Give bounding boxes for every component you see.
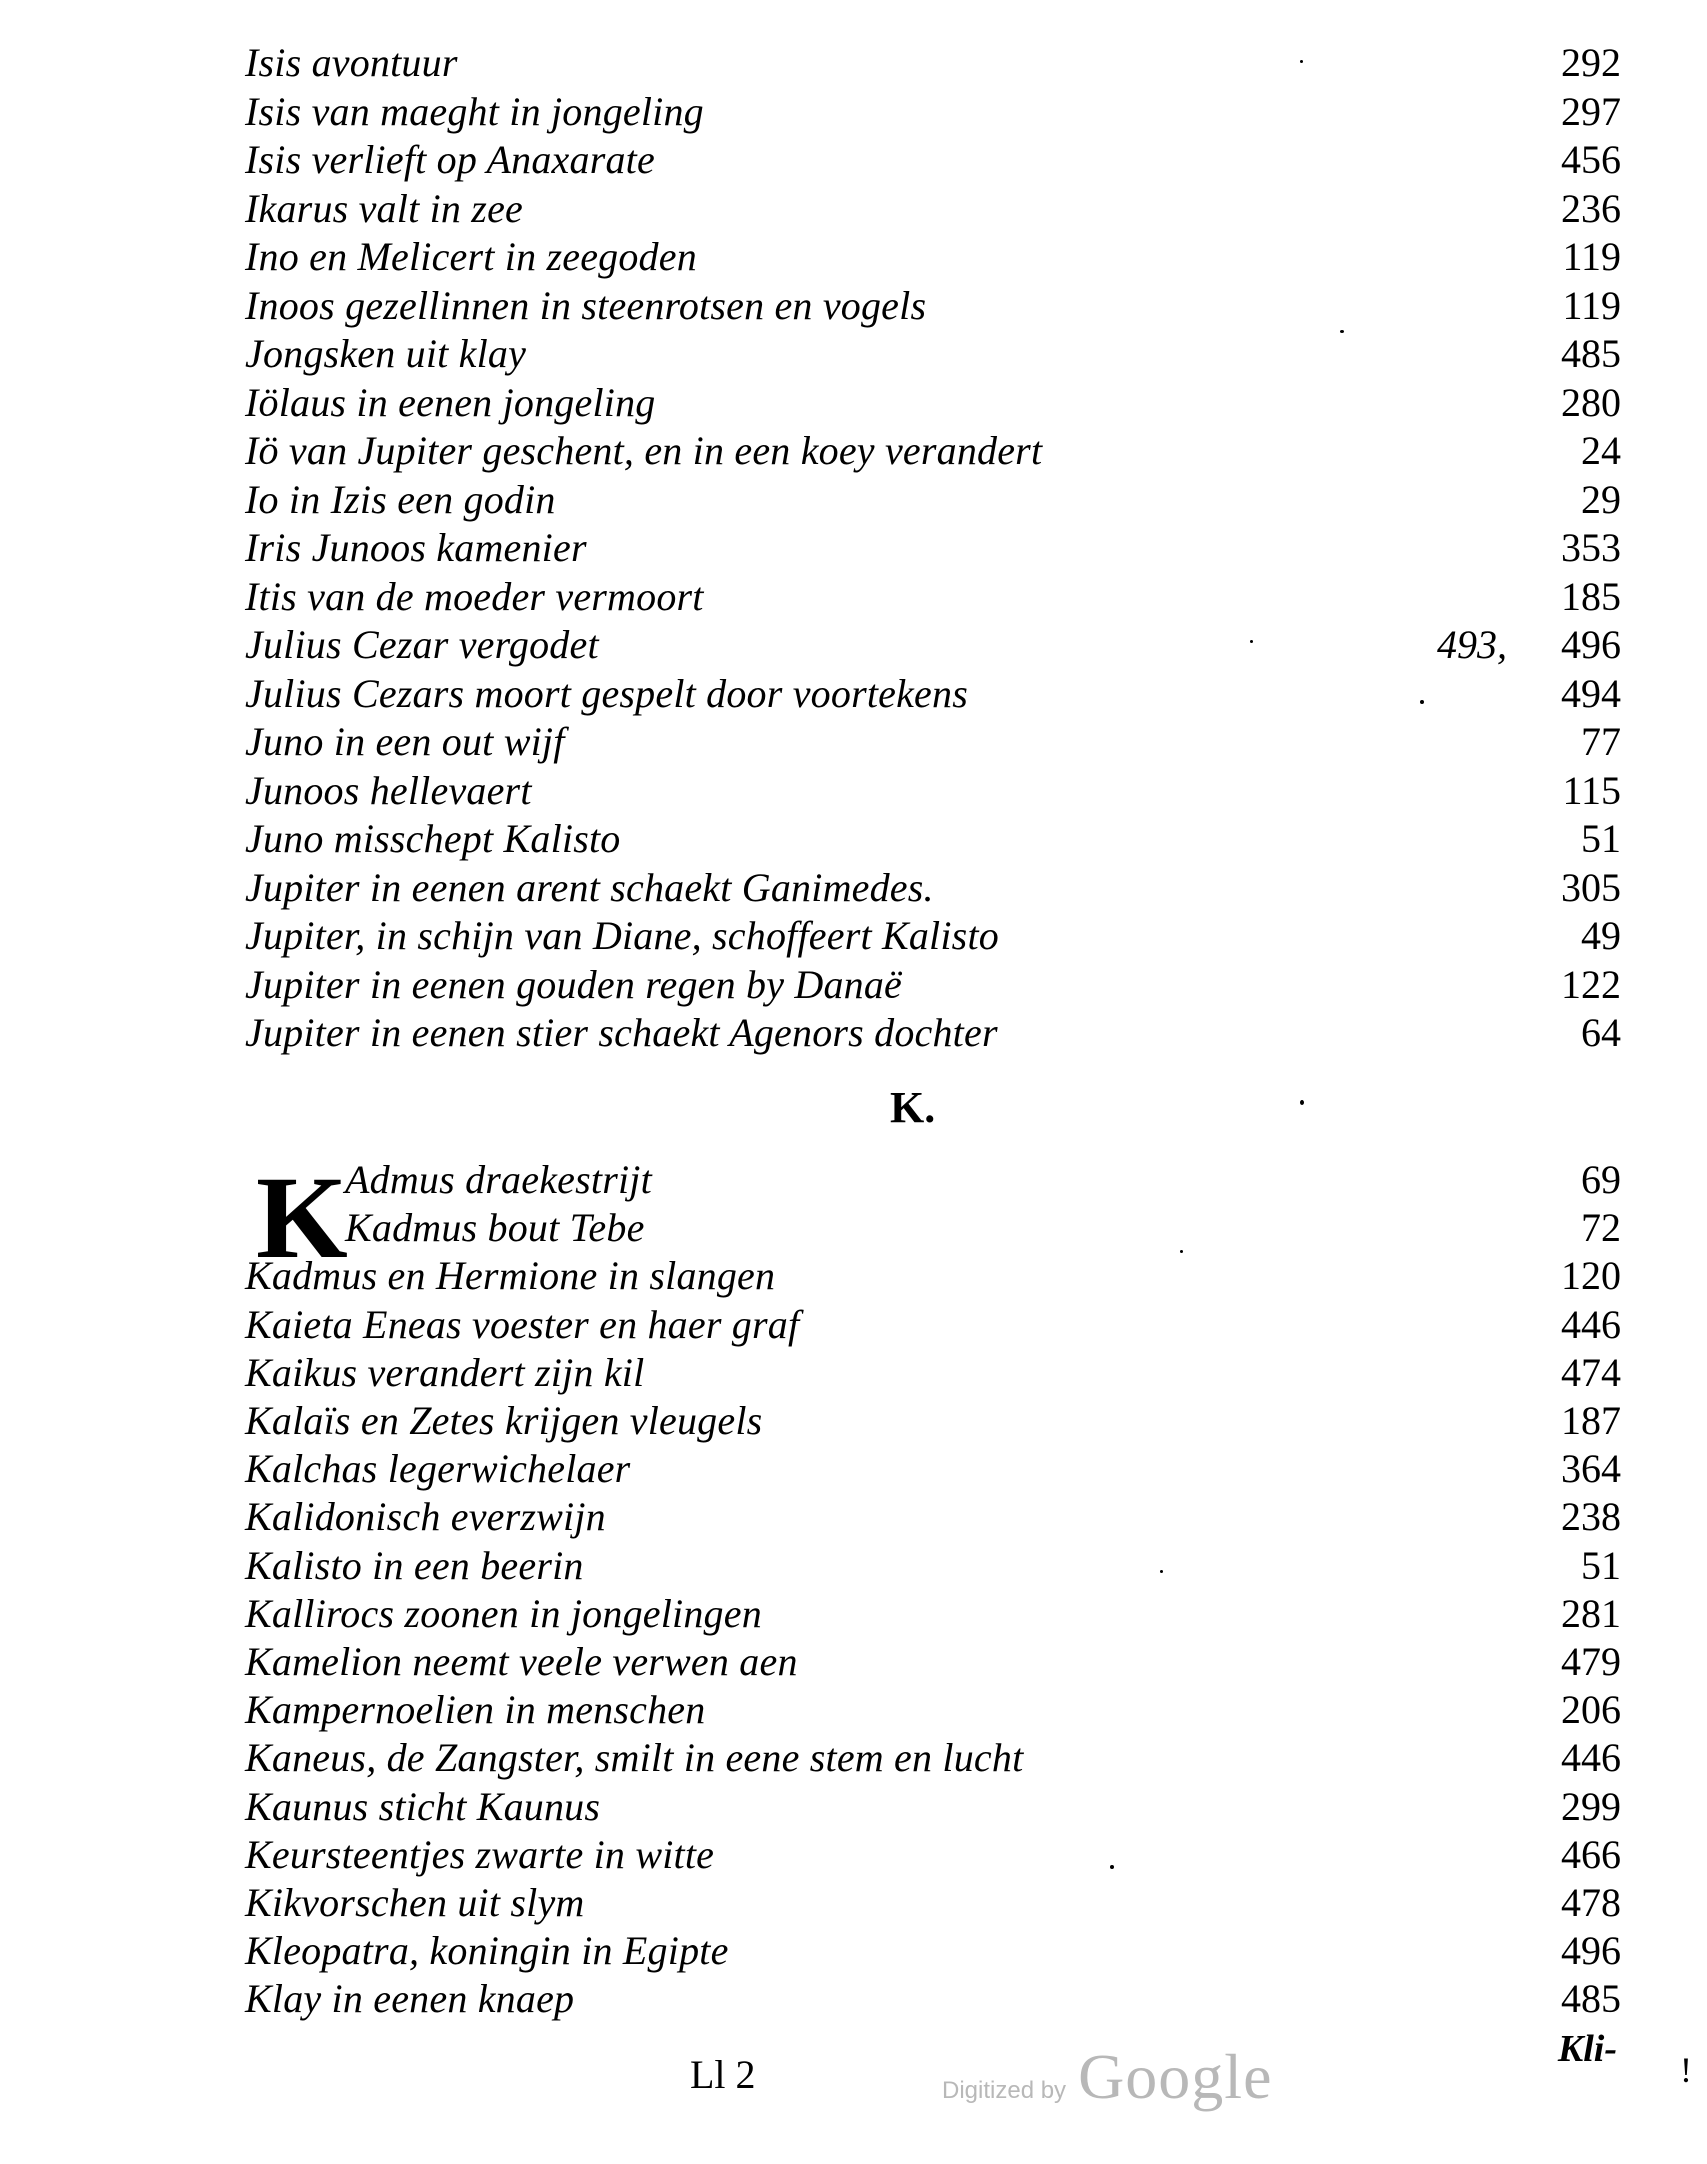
entry-label: Itis van de moeder vermoort xyxy=(245,573,704,619)
entry-page-number: 24 xyxy=(1581,428,1621,473)
index-entry xyxy=(0,1591,1707,1637)
entry-label: Io in Izis een godin xyxy=(245,476,556,522)
index-entry xyxy=(0,865,1707,911)
entry-label: Isis van maeght in jongeling xyxy=(245,88,704,134)
entry-label: Kadmus en Hermione in slangen xyxy=(245,1253,776,1299)
entry-label: Keursteentjes zwarte in witte xyxy=(245,1831,715,1877)
watermark-prefix: Digitized by xyxy=(942,2077,1067,2104)
digitized-watermark xyxy=(942,2040,1272,2110)
index-entry xyxy=(0,719,1707,765)
scan-speck xyxy=(1160,1570,1163,1573)
entry-label: Julius Cezar vergodet xyxy=(245,622,599,667)
entry-page-number: 479 xyxy=(1561,1639,1621,1684)
dropcap-initial: K xyxy=(256,1152,348,1283)
entry-page-number: 299 xyxy=(1561,1783,1621,1829)
entry-label: Inoos gezellinnen in steenrotsen en vogels xyxy=(245,282,927,328)
entry-page-number: 292 xyxy=(1561,40,1621,85)
entry-page-number: 77 xyxy=(1581,719,1621,764)
entry-page-number: 494 xyxy=(1561,670,1621,716)
index-entry xyxy=(0,1976,1707,2022)
index-entry xyxy=(0,1687,1707,1733)
index-entry xyxy=(0,1494,1707,1540)
entry-page-number: 446 xyxy=(1561,1301,1621,1347)
google-logo: Google xyxy=(1078,2041,1273,2112)
index-entry xyxy=(0,768,1707,814)
index-entry xyxy=(0,1784,1707,1830)
index-entry xyxy=(0,1398,1707,1444)
entry-label: Kikvorschen uit slym xyxy=(245,1880,585,1925)
entry-page-number: 236 xyxy=(1561,185,1621,231)
entry-page-number: 305 xyxy=(1561,864,1621,910)
index-entry xyxy=(0,1639,1707,1685)
index-entry xyxy=(0,331,1707,377)
entry-page-number: 446 xyxy=(1561,1735,1621,1781)
entry-page-number: 69 xyxy=(1581,1157,1621,1202)
index-entry xyxy=(0,1157,1707,1203)
entry-label: Klay in eenen knaep xyxy=(245,1976,575,2022)
entry-label: Kalchas legerwichelaer xyxy=(245,1446,631,1492)
entry-label: Kaneus, de Zangster, smilt in eene stem en lucht xyxy=(245,1735,1024,1781)
entry-label: Jongsken uit klay xyxy=(245,331,527,376)
entry-page-number: 456 xyxy=(1561,137,1621,182)
entry-label: Isis verlieft op Anaxarate xyxy=(245,137,655,182)
scan-speck xyxy=(1340,330,1344,333)
index-entry xyxy=(0,477,1707,523)
entry-label: Juno in een out wijf xyxy=(245,719,565,764)
entry-page-number: 49 xyxy=(1581,913,1621,958)
index-entry xyxy=(0,1832,1707,1878)
index-entry xyxy=(0,1302,1707,1348)
entry-page-number: 187 xyxy=(1561,1398,1621,1443)
entry-label: Iris Junoos kamenier xyxy=(245,525,587,570)
entry-label: Kalaïs en Zetes krijgen vleugels xyxy=(245,1398,763,1443)
entry-page-number: 238 xyxy=(1561,1494,1621,1540)
entry-label: Ino en Melicert in zeegoden xyxy=(245,234,697,279)
entry-page-number: 119 xyxy=(1562,282,1621,328)
index-entry xyxy=(0,1928,1707,1974)
entry-label: Kampernoelien in menschen xyxy=(245,1687,706,1733)
entry-page-number: 466 xyxy=(1561,1831,1621,1877)
entry-page-number: 72 xyxy=(1581,1205,1621,1251)
entry-page-number: 29 xyxy=(1581,476,1621,522)
index-entry xyxy=(0,186,1707,232)
entry-label: Kallirocs zoonen in jongelingen xyxy=(245,1590,762,1636)
entry-label: Kalidonisch everzwijn xyxy=(245,1494,606,1540)
index-entry xyxy=(0,1253,1707,1299)
edge-mark: ! xyxy=(1680,2050,1692,2090)
index-entry xyxy=(0,1446,1707,1492)
entry-page-number: 185 xyxy=(1561,573,1621,619)
entry-page-number: 478 xyxy=(1561,1880,1621,1925)
index-entry xyxy=(0,962,1707,1008)
index-entry xyxy=(0,622,1707,668)
index-entry xyxy=(0,816,1707,862)
entry-label: Kaieta Eneas voester en haer graf xyxy=(245,1301,800,1347)
entry-label: Kadmus bout Tebe xyxy=(345,1205,645,1251)
entry-page-number: 485 xyxy=(1561,1976,1621,2022)
index-entry xyxy=(0,1735,1707,1781)
signature-mark: Ll 2 xyxy=(690,2052,756,2097)
scan-speck xyxy=(1420,700,1424,704)
entry-page-number: 297 xyxy=(1561,88,1621,134)
entry-page-number: 64 xyxy=(1581,1010,1621,1055)
entry-page-number: 280 xyxy=(1561,379,1621,425)
entry-label: Kleopatra, koningin in Egipte xyxy=(245,1928,729,1974)
index-entry xyxy=(0,428,1707,474)
scan-speck xyxy=(1300,1100,1304,1105)
entry-label: Kalisto in een beerin xyxy=(245,1542,584,1588)
index-entry xyxy=(0,574,1707,620)
entry-page-number: 281 xyxy=(1561,1590,1621,1636)
index-entry xyxy=(0,1205,1707,1251)
entry-label: Iölaus in eenen jongeling xyxy=(245,379,656,425)
entry-label: Admus draekestrijt xyxy=(345,1157,652,1202)
entry-label: Iö van Jupiter geschent, en in een koey verandert xyxy=(245,428,1043,473)
index-entry xyxy=(0,1880,1707,1926)
entry-page-number: 206 xyxy=(1561,1687,1621,1733)
entry-page-number: 496 xyxy=(1561,622,1621,667)
entry-label: Kaikus verandert zijn kil xyxy=(245,1349,645,1395)
entry-label: Isis avontuur xyxy=(245,40,458,85)
entry-label: Jupiter, in schijn van Diane, schoffeert Kalisto xyxy=(245,913,999,958)
entry-label: Julius Cezars moort gespelt door voortekens xyxy=(245,670,968,716)
entry-page-number: 122 xyxy=(1561,961,1621,1007)
entry-page-number: 496 xyxy=(1561,1928,1621,1974)
entry-extra-page: 493, xyxy=(1437,622,1507,667)
entry-label: Ikarus valt in zee xyxy=(245,185,523,231)
entry-page-number: 119 xyxy=(1562,234,1621,279)
entry-label: Junoos hellevaert xyxy=(245,767,532,813)
entry-label: Jupiter in eenen gouden regen by Danaë xyxy=(245,961,903,1007)
index-entry xyxy=(0,671,1707,717)
entry-page-number: 115 xyxy=(1562,767,1621,813)
entry-page-number: 353 xyxy=(1561,525,1621,570)
entry-page-number: 474 xyxy=(1561,1349,1621,1395)
entry-label: Kaunus sticht Kaunus xyxy=(245,1783,601,1829)
index-entry xyxy=(0,1010,1707,1056)
scan-speck xyxy=(1180,1250,1183,1253)
entry-page-number: 51 xyxy=(1581,816,1621,861)
section-heading-k: K. xyxy=(890,1083,936,1132)
entry-page-number: 485 xyxy=(1561,331,1621,376)
entry-label: Juno misschept Kalisto xyxy=(245,816,621,861)
catchword: Kli- xyxy=(1557,2028,1617,2070)
index-entry xyxy=(0,525,1707,571)
entry-label: Jupiter in eenen arent schaekt Ganimedes. xyxy=(245,864,934,910)
index-entry xyxy=(0,1350,1707,1396)
index-entry xyxy=(0,40,1707,86)
index-entry xyxy=(0,283,1707,329)
scan-speck xyxy=(1110,1865,1114,1869)
scan-speck xyxy=(1300,60,1303,63)
index-entry xyxy=(0,913,1707,959)
index-entry xyxy=(0,89,1707,135)
entry-page-number: 364 xyxy=(1561,1446,1621,1492)
index-entry xyxy=(0,137,1707,183)
entry-page-number: 120 xyxy=(1561,1253,1621,1299)
index-entry xyxy=(0,380,1707,426)
entry-label: Jupiter in eenen stier schaekt Agenors dochter xyxy=(245,1010,998,1055)
index-entry xyxy=(0,1543,1707,1589)
scan-speck xyxy=(1250,640,1253,643)
index-entry xyxy=(0,234,1707,280)
entry-page-number: 51 xyxy=(1581,1542,1621,1588)
entry-label: Kamelion neemt veele verwen aen xyxy=(245,1639,798,1684)
